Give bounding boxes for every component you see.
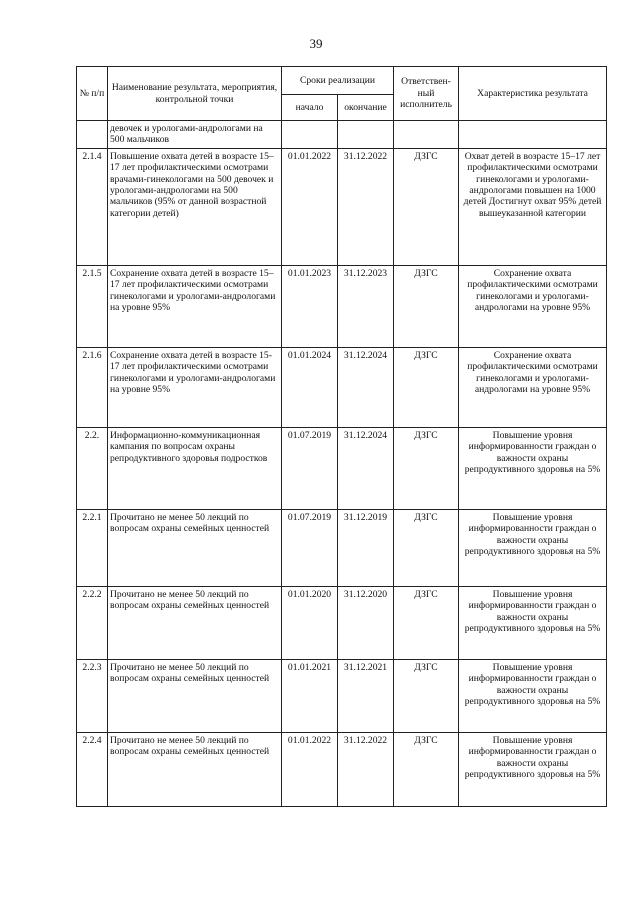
cell-name: девочек и урологами-андрологами на 500 мальчиков <box>108 121 282 149</box>
cell-executor: ДЗГС <box>394 509 459 586</box>
table-row <box>77 148 607 265</box>
cell-result: Повышение уровня информированности граждан о важности охраны репродуктивного здоровья на 5% <box>459 586 607 659</box>
cell-result <box>459 121 607 149</box>
cell-end: 31.12.2022 <box>338 148 394 265</box>
cell-start: 01.07.2019 <box>282 427 338 509</box>
cell-num: 2.2.2 <box>77 586 108 659</box>
cell-start: 01.01.2024 <box>282 347 338 427</box>
cell-result: Повышение уровня информированности граждан о важности охраны репродуктивного здоровья на 5% <box>459 659 607 732</box>
cell-executor <box>394 121 459 149</box>
cell-start: 01.01.2022 <box>282 732 338 806</box>
cell-executor: ДЗГС <box>394 659 459 732</box>
cell-executor: ДЗГС <box>394 427 459 509</box>
table-row <box>77 509 607 586</box>
page-number: 39 <box>309 36 323 51</box>
cell-name: Повышение охвата детей в возрасте 15–17 лет профилактическими осмотрами врачами-гинекологами на 500 девочек и урологами-андрологами на 500 мальчиков (95% от данной возрастной категории детей) <box>108 148 282 265</box>
cell-start <box>282 121 338 149</box>
cell-result: Охват детей в возрасте 15–17 лет профилактическими осмотрами гинекологами и урологами-андрологами повышен на 1000 детей Достигнут охват 95% детей вышеуказанной категории <box>459 148 607 265</box>
cell-name: Прочитано не менее 50 лекций по вопросам охраны семейных ценностей <box>108 509 282 586</box>
header-end: окончание <box>338 95 394 121</box>
cell-name: Сохранение охвата детей в возрасте 15–17 лет профилактическими осмотрами гинекологами и урологами-андрологами на уровне 95% <box>108 265 282 347</box>
cell-num: 2.2.1 <box>77 509 108 586</box>
cell-end: 31.12.2021 <box>338 659 394 732</box>
cell-result: Повышение уровня информированности граждан о важности охраны репродуктивного здоровья на 5% <box>459 509 607 586</box>
cell-num: 2.1.4 <box>77 148 108 265</box>
header-executor: Ответствен-ный исполнитель <box>394 67 459 121</box>
cell-num: 2.2.4 <box>77 732 108 806</box>
cell-start: 01.01.2022 <box>282 148 338 265</box>
table-row <box>77 265 607 347</box>
header-result: Характеристика результата <box>459 67 607 121</box>
cell-executor: ДЗГС <box>394 265 459 347</box>
cell-end: 31.12.2020 <box>338 586 394 659</box>
activity-table <box>76 66 607 807</box>
table-row <box>77 586 607 659</box>
cell-num: 2.1.6 <box>77 347 108 427</box>
cell-end: 31.12.2023 <box>338 265 394 347</box>
header-period: Сроки реализации <box>282 67 394 95</box>
cell-executor: ДЗГС <box>394 347 459 427</box>
cell-name: Сохранение охвата детей в возрасте 15-17 лет профилактическими осмотрами гинекологами и урологами-андрологами на уровне 95% <box>108 347 282 427</box>
cell-end <box>338 121 394 149</box>
table-row <box>77 659 607 732</box>
header-num: № п/п <box>77 67 108 121</box>
cell-name: Прочитано не менее 50 лекций по вопросам охраны семейных ценностей <box>108 586 282 659</box>
cell-name: Прочитано не менее 50 лекций по вопросам охраны семейных ценностей <box>108 732 282 806</box>
cell-num <box>77 121 108 149</box>
cell-start: 01.07.2019 <box>282 509 338 586</box>
table-row <box>77 347 607 427</box>
table-header-row <box>77 67 607 95</box>
cell-num: 2.2. <box>77 427 108 509</box>
cell-start: 01.01.2023 <box>282 265 338 347</box>
cell-name: Информационно-коммуникационная кампания по вопросам охраны репродуктивного здоровья подростков <box>108 427 282 509</box>
cell-executor: ДЗГС <box>394 148 459 265</box>
header-start: начало <box>282 95 338 121</box>
cell-start: 01.01.2021 <box>282 659 338 732</box>
cell-result: Сохранение охвата профилактическими осмотрами гинекологами и урологами-андрологами на уровне 95% <box>459 265 607 347</box>
cell-result: Повышение уровня информированности граждан о важности охраны репродуктивного здоровья на 5% <box>459 732 607 806</box>
header-name: Наименование результата, мероприятия, контрольной точки <box>108 67 282 121</box>
cell-end: 31.12.2019 <box>338 509 394 586</box>
cell-executor: ДЗГС <box>394 732 459 806</box>
cell-executor: ДЗГС <box>394 586 459 659</box>
table-row <box>77 427 607 509</box>
cell-result: Повышение уровня информированности граждан о важности охраны репродуктивного здоровья на 5% <box>459 427 607 509</box>
cell-end: 31.12.2022 <box>338 732 394 806</box>
cell-start: 01.01.2020 <box>282 586 338 659</box>
cell-result: Сохранение охвата профилактическими осмотрами гинекологами и урологами-андрологами на уровне 95% <box>459 347 607 427</box>
cell-num: 2.1.5 <box>77 265 108 347</box>
cell-end: 31.12.2024 <box>338 427 394 509</box>
table-row-continuation <box>77 121 607 149</box>
cell-end: 31.12.2024 <box>338 347 394 427</box>
cell-name: Прочитано не менее 50 лекций по вопросам охраны семейных ценностей <box>108 659 282 732</box>
cell-num: 2.2.3 <box>77 659 108 732</box>
table-row <box>77 732 607 806</box>
